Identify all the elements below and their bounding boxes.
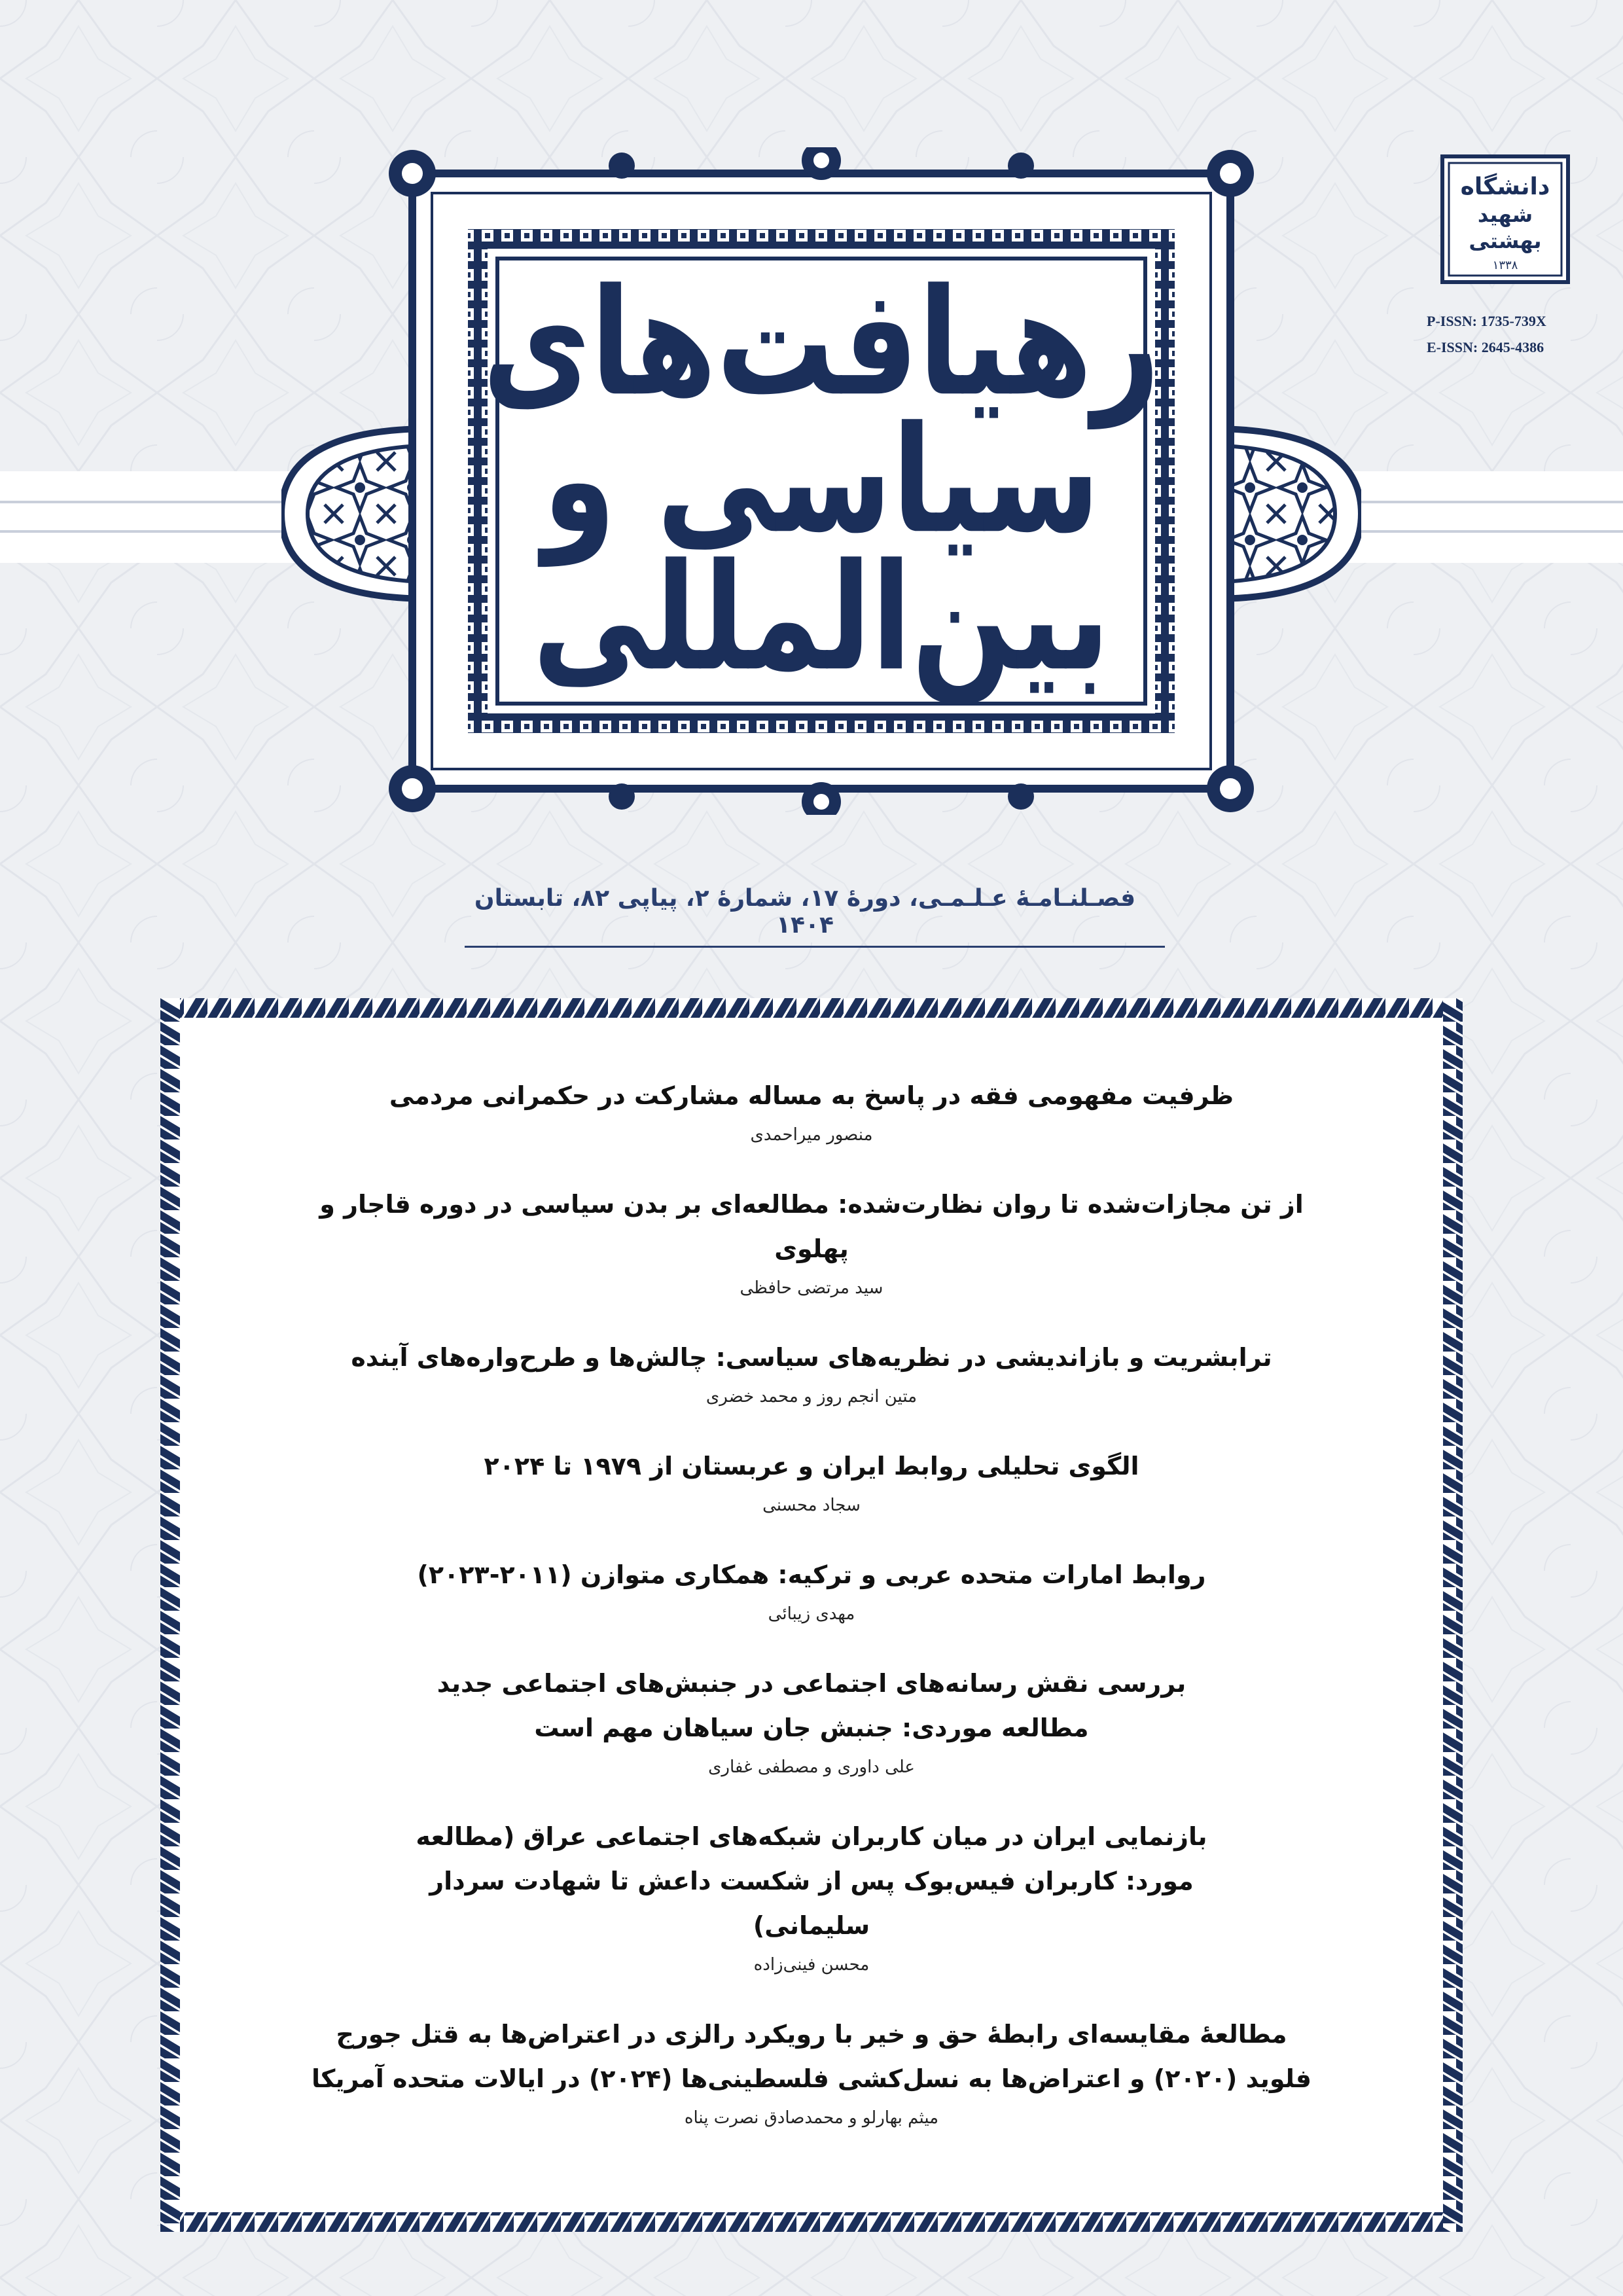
journal-title-line-3: بین‌المللی xyxy=(532,532,1111,704)
journal-title-line-1: رهیافت‌های xyxy=(482,257,1160,429)
article-author: منصور میراحمدی xyxy=(750,1125,873,1145)
university-seal-icon xyxy=(1440,154,1571,285)
article-author: علی داوری و مصطفی غفاری xyxy=(708,1757,915,1777)
article-item xyxy=(216,1182,1407,1302)
issue-rule xyxy=(465,946,1165,948)
article-title: از تن مجازات‌شده تا روان نظارت‌شده: مطالعه‌ای بر بدن سیاسی در دوره قاجار و پهلوی xyxy=(319,1190,1304,1263)
article-author: سید مرتضی حافظی xyxy=(740,1278,883,1298)
article-title: روابط امارات متحده عربی و ترکیه: همکاری متوازن (۲۰۱۱-۲۰۲۳) xyxy=(417,1560,1206,1589)
article-author: محسن فینی‌زاده xyxy=(753,1955,870,1975)
article-item xyxy=(216,1661,1407,1782)
journal-title-line-2: سیاسی و xyxy=(543,395,1100,566)
issue-line: فصـلنـامـۀ عـلـمـی، دورۀ ۱۷، شمارۀ ۲، پیاپی ۸۲، تابستان ۱۴۰۴ xyxy=(474,885,1136,939)
article-author: متین انجم روز و محمد خضری xyxy=(705,1387,918,1407)
article-item xyxy=(216,1814,1407,1979)
journal-title xyxy=(482,257,1160,704)
article-item xyxy=(216,1552,1407,1628)
article-item xyxy=(216,1073,1407,1149)
article-author: مهدی زیبائی xyxy=(768,1604,855,1624)
e-issn: E-ISSN: 2645-4386 xyxy=(1427,339,1544,355)
article-title: ترابشریت و بازاندیشی در نظریه‌های سیاسی: چالش‌ها و طرح‌واره‌های آینده xyxy=(351,1343,1272,1372)
article-author: سجاد محسنی xyxy=(762,1496,861,1515)
article-title: الگوی تحلیلی روابط ایران و عربستان از ۱۹۷۹ تا ۲۰۲۴ xyxy=(484,1452,1139,1480)
article-item xyxy=(216,2012,1407,2132)
article-item xyxy=(216,1444,1407,1520)
p-issn: P-ISSN: 1735-739X xyxy=(1427,313,1546,329)
article-author: میثم بهارلو و محمدصادق نصرت پناه xyxy=(684,2108,939,2128)
seal-year: ۱۳۳۸ xyxy=(1492,259,1518,272)
seal-text-1: دانشگاه xyxy=(1460,173,1550,200)
journal-logo xyxy=(281,147,1361,815)
article-item xyxy=(216,1335,1407,1411)
article-title: بازنمایی ایران در میان کاربران شبکه‌های اجتماعی عراق (مطالعه مورد: کاربران فیس‌بوک پس از شکست داعش تا شهادت سردار سلیمانی) xyxy=(416,1822,1207,1940)
article-title: مطالعۀ مقایسه‌ای رابطۀ حق و خیر با رویکرد رالزی در اعتراض‌ها به قتل جورج فلوید (۲۰۲۰) و اعتراض‌ها به نسل‌کشی فلسطینی‌ها (۲۰۲۴) در ایالات متحده آمریکا xyxy=(311,2020,1312,2093)
seal-text-3: بهشتی xyxy=(1469,228,1542,253)
seal-text-2: شهید xyxy=(1477,202,1533,227)
article-title: ظرفیت مفهومی فقه در پاسخ به مساله مشارکت در حکمرانی مردمی xyxy=(389,1081,1234,1110)
article-title: بررسی نقش رسانه‌های اجتماعی در جنبش‌های اجتماعی جدید مطالعه موردی: جنبش جان سیاهان مهم است xyxy=(437,1669,1186,1742)
table-of-contents xyxy=(216,1073,1407,2165)
